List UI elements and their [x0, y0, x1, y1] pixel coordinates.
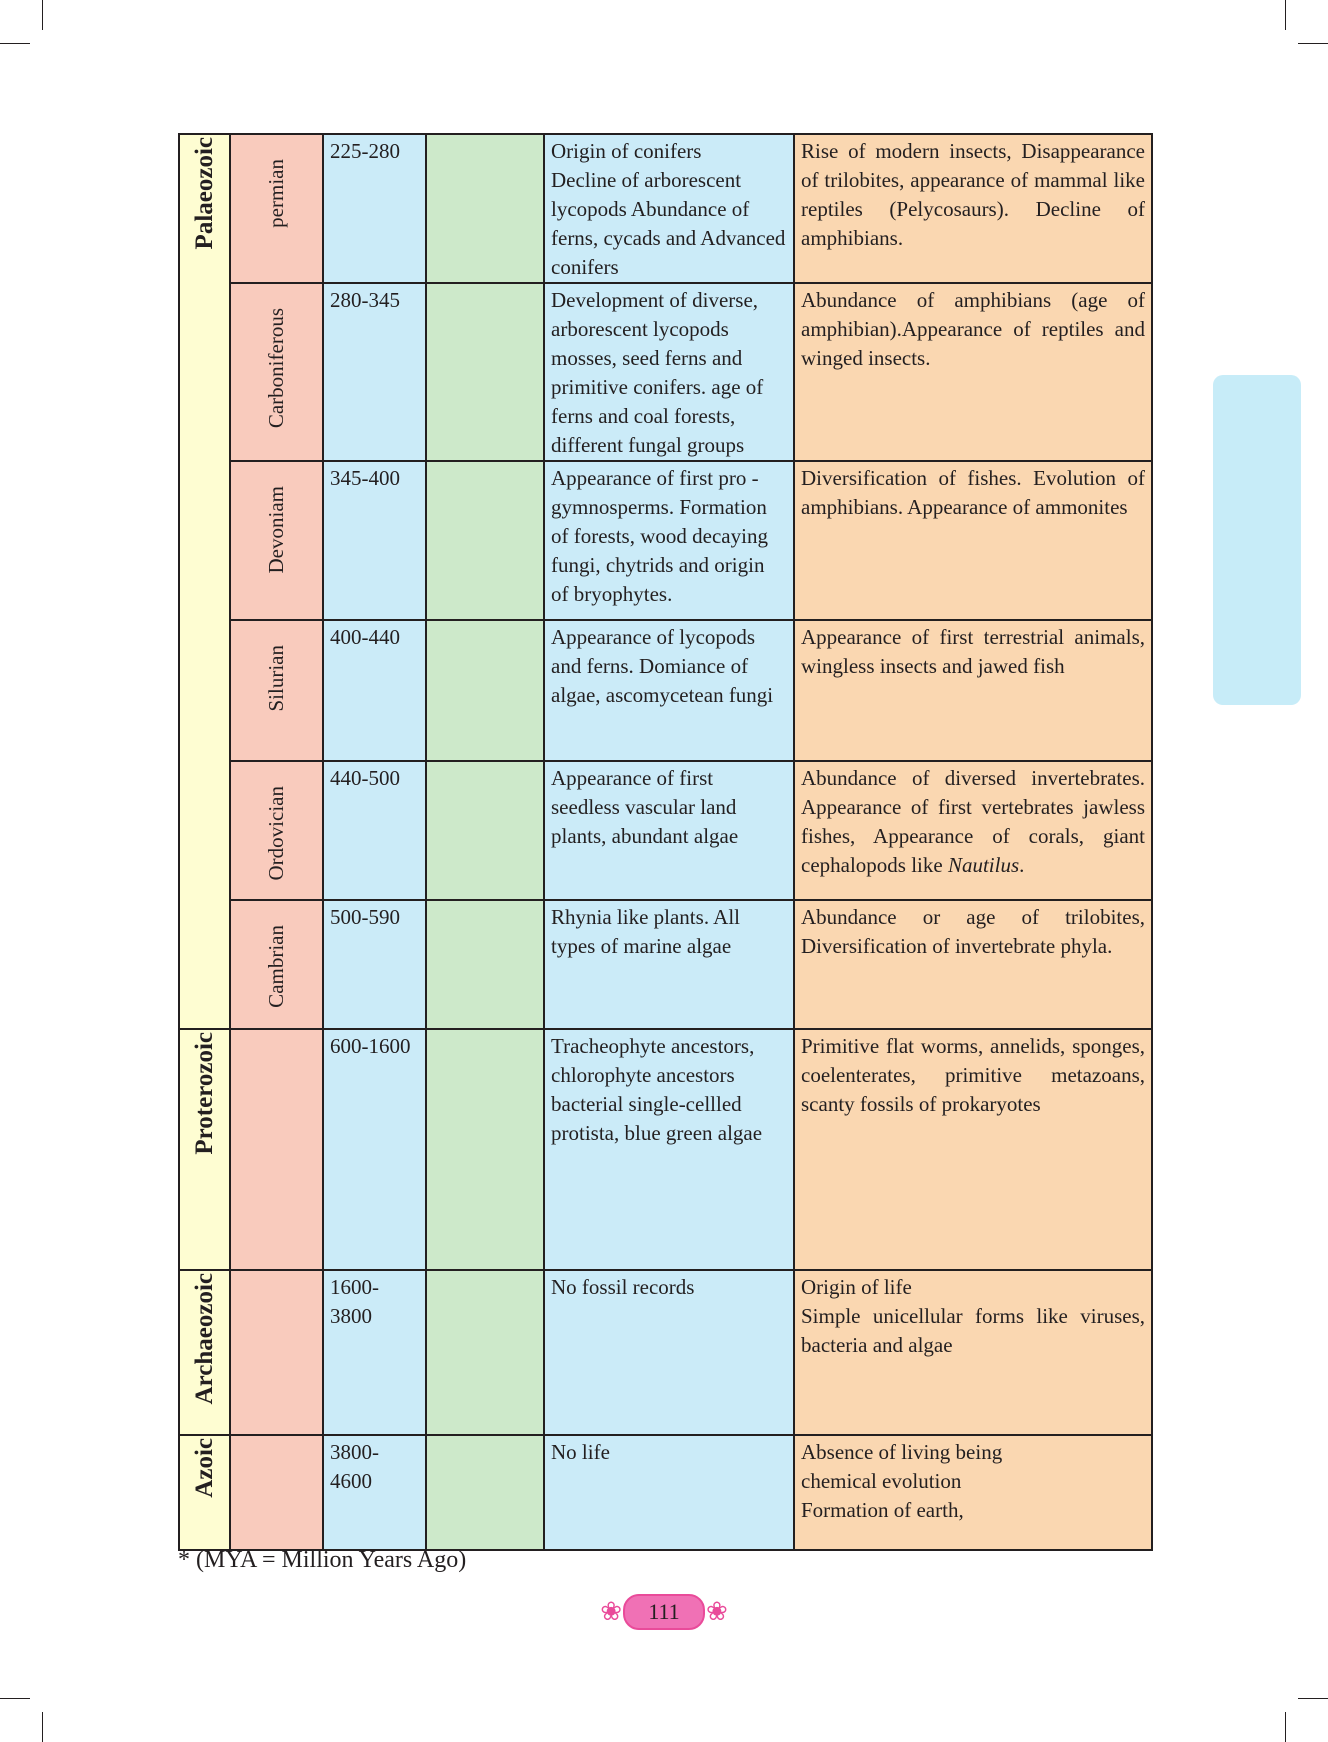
- period-label: Ordovician: [264, 786, 288, 881]
- geological-time-table: [178, 133, 1153, 1551]
- mya-cell: 500-590: [323, 900, 426, 1029]
- animal-life-cell: Origin of life Simple unicellular forms like viruses, bacteria and algae: [794, 1270, 1152, 1435]
- animal-life-cell: Diversification of fishes. Evolution of amphibians. Appearance of ammonites: [794, 461, 1152, 620]
- mya-cell: 225-280: [323, 134, 426, 283]
- table-row: [179, 761, 1152, 900]
- table-row: [179, 461, 1152, 620]
- animal-life-cell: Abundance of amphibians (age of amphibian).Appearance of reptiles and winged insects.: [794, 283, 1152, 461]
- crop-mark-bottom-left-v: [42, 1712, 43, 1742]
- animal-life-text: Abundance of diversed invertebrates. Appearance of first vertebrates jawless fishes, Appearance of corals, giant cephalopods like: [801, 766, 1145, 877]
- mya-cell: 440-500: [323, 761, 426, 900]
- plant-life-cell: Rhynia like plants. All types of marine algae: [544, 900, 794, 1029]
- mya-cell: 345-400: [323, 461, 426, 620]
- blank-cell: [426, 1029, 544, 1270]
- mya-cell: 280-345: [323, 283, 426, 461]
- period-cell: [230, 761, 323, 900]
- crop-mark-top-right-v: [1285, 0, 1286, 30]
- period-label: permian: [264, 159, 288, 228]
- crop-mark-bottom-right-h: [1298, 1698, 1328, 1699]
- era-label: Azoic: [191, 1438, 218, 1498]
- plant-life-cell: No life: [544, 1435, 794, 1550]
- plant-life-cell: Tracheophyte ancestors, chlorophyte ancestors bacterial single-cellled protista, blue green algae: [544, 1029, 794, 1270]
- footnote: * (MYA = Million Years Ago): [178, 1547, 467, 1573]
- table-row: [179, 620, 1152, 761]
- flower-ornament-icon: ❀: [600, 1597, 622, 1626]
- period-cell: [230, 461, 323, 620]
- blank-cell: [426, 134, 544, 283]
- animal-life-cell: [794, 761, 1152, 900]
- animal-life-cell: Primitive flat worms, annelids, sponges, coelenterates, primitive metazoans, scanty fossils of prokaryotes: [794, 1029, 1152, 1270]
- crop-mark-top-left-v: [42, 0, 43, 30]
- crop-mark-top-right-h: [1298, 43, 1328, 44]
- blank-cell: [426, 620, 544, 761]
- period-label: Carboniferous: [264, 308, 288, 429]
- table-row: [179, 900, 1152, 1029]
- period-cell: [230, 1435, 323, 1550]
- crop-mark-top-left-h: [0, 43, 30, 44]
- period-label: Devoniam: [264, 486, 288, 574]
- blank-cell: [426, 1435, 544, 1550]
- era-label: Palaeozoic: [191, 137, 218, 250]
- blank-cell: [426, 1270, 544, 1435]
- era-label: Archaeozoic: [191, 1273, 218, 1405]
- period-cell: [230, 900, 323, 1029]
- blank-cell: [426, 900, 544, 1029]
- table-row: [179, 134, 1152, 283]
- period-label: Silurian: [264, 645, 288, 712]
- plant-life-cell: Appearance of lycopods and ferns. Domiance of algae, ascomycetean fungi: [544, 620, 794, 761]
- blank-cell: [426, 461, 544, 620]
- mya-cell: 1600- 3800: [323, 1270, 426, 1435]
- era-label: Proterozoic: [191, 1032, 218, 1155]
- plant-life-cell: No fossil records: [544, 1270, 794, 1435]
- plant-life-cell: Appearance of first seedless vascular land plants, abundant algae: [544, 761, 794, 900]
- mya-cell: 600-1600: [323, 1029, 426, 1270]
- table-row: [179, 283, 1152, 461]
- crop-mark-bottom-left-h: [0, 1698, 30, 1699]
- table-row: [179, 1029, 1152, 1270]
- animal-life-italic: Nautilus: [947, 853, 1020, 877]
- plant-life-cell: Origin of conifers Decline of arborescent lycopods Abundance of ferns, cycads and Advanced conifers: [544, 134, 794, 283]
- chapter-tab-marker: [1213, 375, 1301, 705]
- period-label: Cambrian: [264, 925, 288, 1008]
- animal-life-cell: Appearance of first terrestrial animals, wingless insects and jawed fish: [794, 620, 1152, 761]
- animal-life-end: .: [1019, 853, 1025, 877]
- page-number-badge: [596, 1594, 732, 1630]
- plant-life-cell: Appearance of first pro - gymnosperms. Formation of forests, wood decaying fungi, chytrids and origin of bryophytes.: [544, 461, 794, 620]
- flower-ornament-icon: ❀: [706, 1597, 728, 1626]
- period-cell: [230, 620, 323, 761]
- period-cell: [230, 134, 323, 283]
- crop-mark-bottom-right-v: [1285, 1712, 1286, 1742]
- period-cell: [230, 1029, 323, 1270]
- animal-life-cell: Abundance or age of trilobites, Diversification of invertebrate phyla.: [794, 900, 1152, 1029]
- era-cell-archaeozoic: [179, 1270, 230, 1435]
- period-cell: [230, 283, 323, 461]
- plant-life-cell: Development of diverse, arborescent lycopods mosses, seed ferns and primitive conifers. age of ferns and coal forests, different fungal groups: [544, 283, 794, 461]
- animal-life-cell: Absence of living being chemical evolution Formation of earth,: [794, 1435, 1152, 1550]
- era-cell-azoic: [179, 1435, 230, 1550]
- era-cell-palaeozoic: [179, 134, 230, 1029]
- table-row: [179, 1270, 1152, 1435]
- table-row: [179, 1435, 1152, 1550]
- mya-cell: 400-440: [323, 620, 426, 761]
- period-cell: [230, 1270, 323, 1435]
- era-cell-proterozoic: [179, 1029, 230, 1270]
- page-number: 111: [623, 1594, 705, 1630]
- blank-cell: [426, 761, 544, 900]
- mya-cell: 3800- 4600: [323, 1435, 426, 1550]
- animal-life-cell: Rise of modern insects, Disappearance of trilobites, appearance of mammal like reptiles (Pelycosaurs). Decline of amphibians.: [794, 134, 1152, 283]
- blank-cell: [426, 283, 544, 461]
